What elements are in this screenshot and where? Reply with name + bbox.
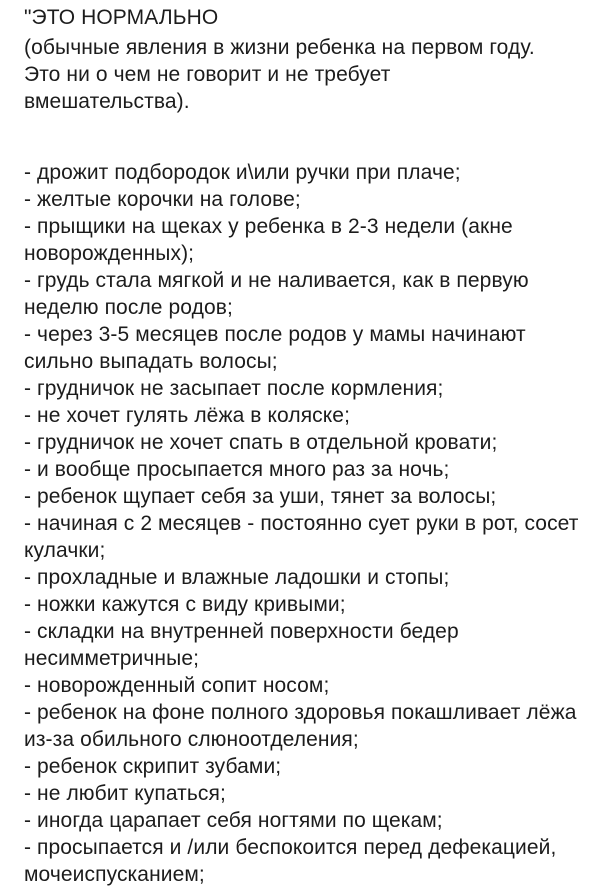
document-heading: "ЭТО НОРМАЛЬНО: [24, 6, 219, 29]
document-body: [24, 4, 594, 888]
list-item: - прохладные и влажные ладошки и стопы;: [24, 566, 450, 589]
list-item: - иногда царапает себя ногтями по щекам;: [24, 809, 443, 832]
list-item: - грудь стала мягкой и не наливается, как в первую неделю после родов;: [24, 269, 529, 319]
list-item: - грудничок не хочет спать в отдельной кровати;: [24, 431, 498, 454]
list-item: - желтые корочки на голове;: [24, 188, 301, 211]
list-item: - прыщики на щеках у ребенка в 2-3 недели (акне новорожденных);: [24, 215, 513, 265]
normal-signs-list: [24, 159, 594, 888]
list-item: - складки на внутренней поверхности бедер несимметричные;: [24, 620, 459, 670]
list-item: - ребенок щупает себя за уши, тянет за волосы;: [24, 485, 497, 508]
list-item: - не хочет гулять лёжа в коляске;: [24, 404, 351, 427]
list-item: - дрожит подбородок и\или ручки при плаче;: [24, 161, 461, 184]
list-item: - просыпается и /или беспокоится перед дефекацией, мочеиспусканием;: [24, 836, 557, 886]
list-item: - не любит купаться;: [24, 782, 226, 805]
list-item: - через 3-5 месяцев после родов у мамы начинают сильно выпадать волосы;: [24, 323, 526, 373]
document-subheading: (обычные явления в жизни ребенка на первом году. Это ни о чем не говорит и не требует вмешательства).: [24, 36, 535, 113]
list-item: - новорожденный сопит носом;: [24, 674, 330, 697]
list-item: - начиная с 2 месяцев - постоянно сует руки в рот, сосет кулачки;: [24, 512, 579, 562]
list-item: - грудничок не засыпает после кормления;: [24, 377, 444, 400]
list-item: - ребенок скрипит зубами;: [24, 755, 282, 778]
list-item: - ребенок на фоне полного здоровья покашливает лёжа из-за обильного слюноотделения;: [24, 701, 577, 751]
paragraph-spacer: [24, 115, 594, 159]
list-item: - ножки кажутся с виду кривыми;: [24, 593, 346, 616]
list-item: - и вообще просыпается много раз за ночь;: [24, 458, 450, 481]
